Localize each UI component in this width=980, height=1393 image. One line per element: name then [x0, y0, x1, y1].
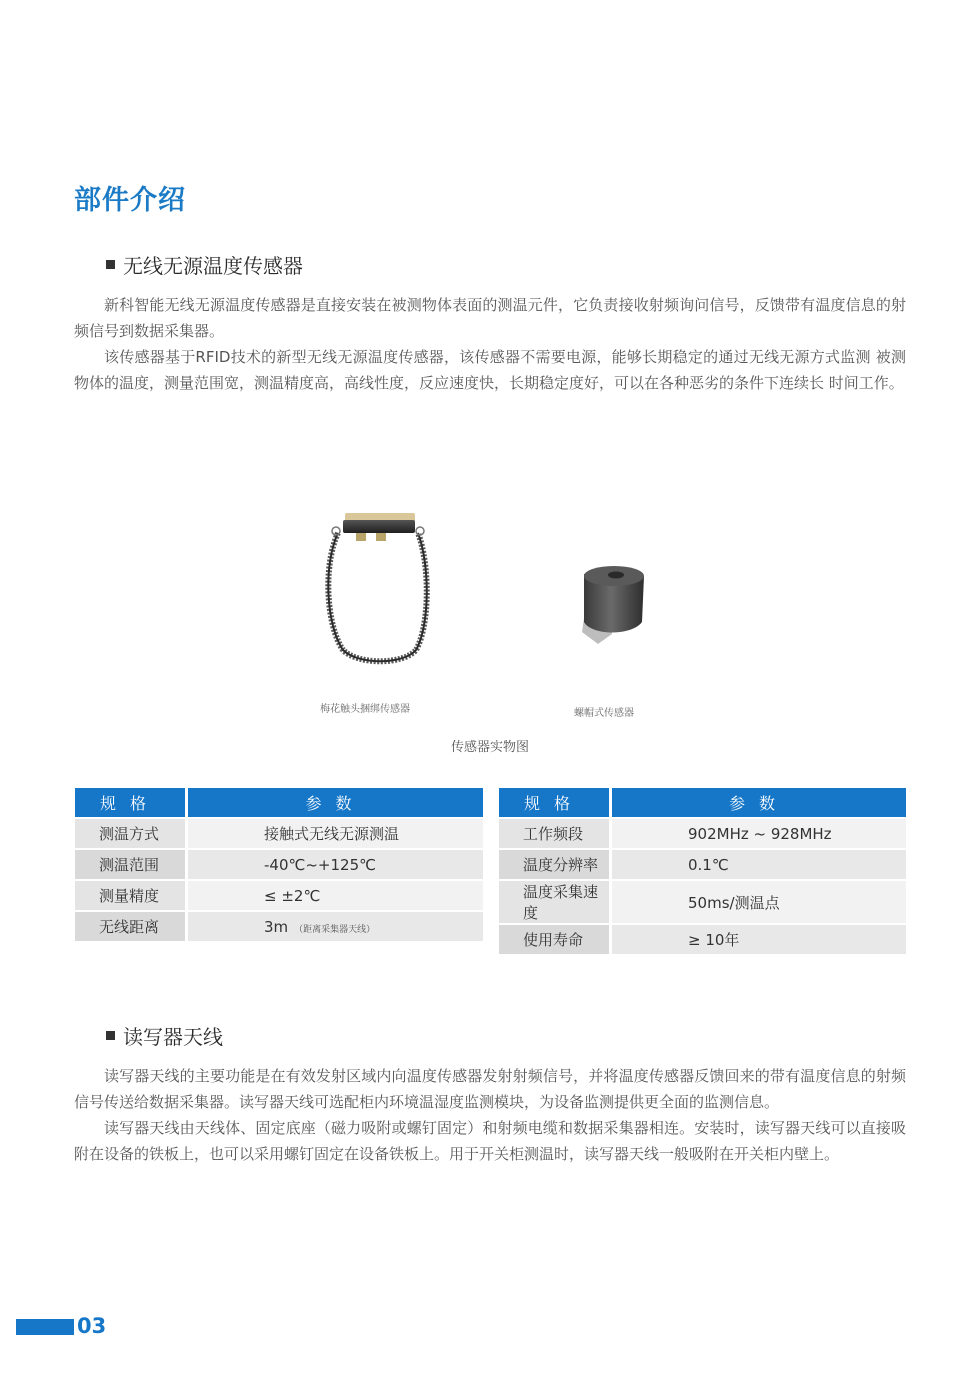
binding-sensor-image — [318, 505, 438, 670]
spec-table-right — [499, 788, 906, 954]
spec-key: 无线距离 — [75, 910, 188, 941]
page-number: 03 — [77, 1314, 107, 1338]
footer-accent-bar — [16, 1319, 74, 1335]
spec-table-left — [75, 788, 483, 941]
spec-value — [188, 910, 483, 941]
square-bullet-icon — [106, 260, 115, 269]
spec-header-left-name: 规格 — [75, 788, 188, 817]
binding-sensor-caption: 梅花触头捆绑传感器 — [320, 704, 410, 715]
spec-key: 测量精度 — [75, 879, 188, 910]
spec-value-text: 3m — [264, 917, 289, 936]
antenna-heading — [106, 1021, 223, 1050]
spec-value-note: （距离采集器天线） — [294, 924, 376, 935]
spec-value — [188, 848, 483, 879]
section-title: 部件介绍 — [74, 185, 186, 216]
spec-key: 测温方式 — [75, 817, 188, 848]
sensor-heading-text: 无线无源温度传感器 — [123, 254, 303, 278]
sensor-paragraph: 新科智能无线无源温度传感器是直接安装在被测物体表面的测温元件，它负责接收射频询问信号，反馈带有温度信息的射频信号到数据采集器。 — [74, 296, 906, 340]
spec-value: ≥ 10年 — [612, 923, 906, 954]
sensor-paragraph: 该传感器基于RFID技术的新型无线无源温度传感器，该传感器不需要电源，能够长期稳定的通过无线无源方式监测 被测物体的温度，测量范围宽，测温精度高，高线性度，反应速度快，长期稳定度好，可以在各种恶劣的条件下连续长 时间工作。 — [74, 348, 906, 392]
antenna-heading-text: 读写器天线 — [123, 1025, 223, 1049]
spec-header-right-name: 规格 — [499, 788, 612, 817]
spec-value-text: -40℃~+125℃ — [264, 855, 376, 874]
square-bullet-icon — [106, 1031, 115, 1040]
antenna-paragraph: 读写器天线由天线体、固定底座（磁力吸附或螺钉固定）和射频电缆和数据采集器相连。安装时，读写器天线可以直接吸附在设备的铁板上，也可以采用螺钉固定在设备铁板上。用于开关柜测温时，读写器天线一般吸附在开关柜内壁上。 — [74, 1119, 906, 1163]
spec-value — [188, 879, 483, 910]
sensor-heading — [106, 250, 303, 279]
spec-value — [188, 817, 483, 848]
spec-key: 温度采集速度 — [499, 879, 612, 923]
figure-caption: 传感器实物图 — [450, 740, 529, 755]
antenna-description — [74, 1063, 906, 1167]
nut-sensor-image — [572, 562, 654, 650]
spec-value-text: ≤ ±2℃ — [264, 886, 321, 905]
antenna-paragraph: 读写器天线的主要功能是在有效发射区域内向温度传感器发射射频信号，并将温度传感器反馈回来的带有温度信息的射频信号传送给数据采集器。读写器天线可选配柜内环境温湿度监测模块，为设备监测提供更全面的监测信息。 — [74, 1067, 906, 1111]
spec-value: 902MHz ~ 928MHz — [612, 817, 906, 848]
spec-value: 50ms/测温点 — [612, 879, 906, 923]
spec-key: 使用寿命 — [499, 923, 612, 954]
spec-value-text: 接触式无线无源测温 — [264, 825, 400, 843]
spec-key: 工作频段 — [499, 817, 612, 848]
spec-header-left-value: 参数 — [188, 788, 483, 817]
sensor-description — [74, 292, 906, 396]
spec-header-right-value: 参数 — [612, 788, 906, 817]
nut-sensor-caption: 螺帽式传感器 — [574, 708, 634, 719]
spec-key: 测温范围 — [75, 848, 188, 879]
spec-value: 0.1℃ — [612, 848, 906, 879]
spec-key: 温度分辨率 — [499, 848, 612, 879]
